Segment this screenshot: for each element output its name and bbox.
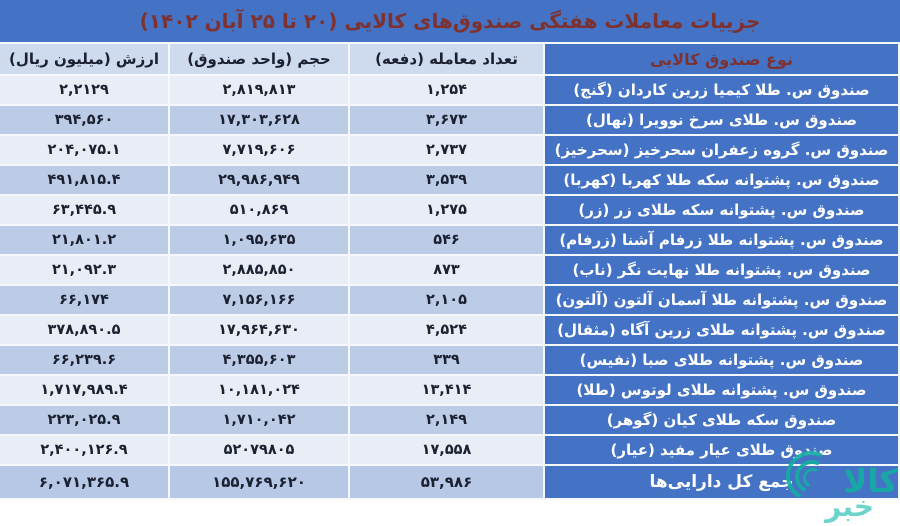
col-header-fund-type: نوع صندوق کالایی [544, 43, 899, 75]
fund-name-cell: صندوق س. پشتوانه طلای صبا (نفیس) [544, 345, 899, 375]
fund-name-cell: صندوق س. پشتوانه سکه طلای زر (زر) [544, 195, 899, 225]
total-row [0, 465, 899, 499]
fund-name-cell: صندوق س. پشتوانه طلای زرین آگاه (مثقال) [544, 315, 899, 345]
fund-name-cell: صندوق س. طلا کیمیا زرین کاردان (گنج) [544, 75, 899, 105]
trade-count-cell: ۳,۶۷۳ [349, 105, 544, 135]
fund-name-cell: صندوق طلای عیار مفید (عیار) [544, 435, 899, 465]
col-header-value: ارزش (میلیون ریال) [0, 43, 169, 75]
volume-cell: ۱,۰۹۵,۶۳۵ [169, 225, 349, 255]
table-row [0, 75, 899, 105]
value-cell: ۲۱,۸۰۱.۲ [0, 225, 169, 255]
col-header-volume: حجم (واحد صندوق) [169, 43, 349, 75]
trade-count-cell: ۲,۱۴۹ [349, 405, 544, 435]
trade-count-cell: ۱۳,۴۱۴ [349, 375, 544, 405]
table-row [0, 135, 899, 165]
logo-word-khabar: خبر [824, 490, 874, 523]
trade-count-cell: ۱,۲۵۴ [349, 75, 544, 105]
fund-name-cell: صندوق س. پشتوانه طلا آسمان آلتون (آلتون) [544, 285, 899, 315]
fund-name-cell: صندوق س. پشتوانه سکه طلا کهربا (کهربا) [544, 165, 899, 195]
total-label: جمع کل دارایی‌ها [544, 465, 899, 499]
table-row [0, 345, 899, 375]
value-cell: ۱,۷۱۷,۹۸۹.۴ [0, 375, 169, 405]
table-row [0, 225, 899, 255]
volume-cell: ۵۱۰,۸۶۹ [169, 195, 349, 225]
volume-cell: ۷,۷۱۹,۶۰۶ [169, 135, 349, 165]
trade-count-cell: ۱۷,۵۵۸ [349, 435, 544, 465]
col-header-trade-count: تعداد معامله (دفعه) [349, 43, 544, 75]
table-row [0, 195, 899, 225]
table-row [0, 105, 899, 135]
table-row [0, 165, 899, 195]
trade-count-cell: ۳۳۹ [349, 345, 544, 375]
trade-count-cell: ۲,۱۰۵ [349, 285, 544, 315]
fund-name-cell: صندوق س. پشتوانه طلا نهایت نگر (ناب) [544, 255, 899, 285]
page-title: جزییات معاملات هفتگی صندوق‌های کالایی (۲۰ تا ۲۵ آبان ۱۴۰۲) [0, 0, 900, 42]
total-volume-cell: ۱۵۵,۷۶۹,۶۲۰ [169, 465, 349, 499]
fund-name-cell: صندوق س. طلای سرخ نوویرا (نهال) [544, 105, 899, 135]
value-cell: ۴۹۱,۸۱۵.۴ [0, 165, 169, 195]
funds-table [0, 42, 900, 500]
table-row [0, 405, 899, 435]
volume-cell: ۲,۸۸۵,۸۵۰ [169, 255, 349, 285]
table-row [0, 315, 899, 345]
value-cell: ۲,۲۱۲۹ [0, 75, 169, 105]
value-cell: ۲۲۳,۰۲۵.۹ [0, 405, 169, 435]
trade-count-cell: ۵۴۶ [349, 225, 544, 255]
total-value-cell: ۶,۰۷۱,۳۶۵.۹ [0, 465, 169, 499]
total-trades-cell: ۵۳,۹۸۶ [349, 465, 544, 499]
value-cell: ۳۷۸,۸۹۰.۵ [0, 315, 169, 345]
value-cell: ۶۶,۲۳۹.۶ [0, 345, 169, 375]
value-cell: ۳۹۴,۵۶۰ [0, 105, 169, 135]
table-row [0, 435, 899, 465]
value-cell: ۲۱,۰۹۲.۳ [0, 255, 169, 285]
value-cell: ۶۳,۴۴۵.۹ [0, 195, 169, 225]
fund-name-cell: صندوق س. پشتوانه طلای لوتوس (طلا) [544, 375, 899, 405]
table-row [0, 285, 899, 315]
table-row [0, 375, 899, 405]
value-cell: ۲۰۴,۰۷۵.۱ [0, 135, 169, 165]
trade-count-cell: ۲,۷۳۷ [349, 135, 544, 165]
fund-name-cell: صندوق سکه طلای کیان (گوهر) [544, 405, 899, 435]
volume-cell: ۲۹,۹۸۶,۹۴۹ [169, 165, 349, 195]
fund-name-cell: صندوق س. گروه زعفران سحرخیز (سحرخیز) [544, 135, 899, 165]
volume-cell: ۱۷,۹۶۴,۶۳۰ [169, 315, 349, 345]
volume-cell: ۴,۳۵۵,۶۰۳ [169, 345, 349, 375]
trade-count-cell: ۳,۵۳۹ [349, 165, 544, 195]
volume-cell: ۱۰,۱۸۱,۰۲۴ [169, 375, 349, 405]
trade-count-cell: ۸۷۳ [349, 255, 544, 285]
volume-cell: ۷,۱۵۶,۱۶۶ [169, 285, 349, 315]
trade-count-cell: ۴,۵۲۴ [349, 315, 544, 345]
volume-cell: ۱,۷۱۰,۰۴۲ [169, 405, 349, 435]
volume-cell: ۵۲۰۷۹۸۰۵ [169, 435, 349, 465]
trade-count-cell: ۱,۲۷۵ [349, 195, 544, 225]
header-row [0, 43, 899, 75]
fund-name-cell: صندوق س. پشتوانه طلا زرفام آشنا (زرفام) [544, 225, 899, 255]
value-cell: ۶۶,۱۷۴ [0, 285, 169, 315]
logo-word-kala: کالا [843, 462, 898, 500]
volume-cell: ۱۷,۳۰۳,۶۲۸ [169, 105, 349, 135]
table-row [0, 255, 899, 285]
volume-cell: ۲,۸۱۹,۸۱۳ [169, 75, 349, 105]
value-cell: ۲,۴۰۰,۱۲۶.۹ [0, 435, 169, 465]
